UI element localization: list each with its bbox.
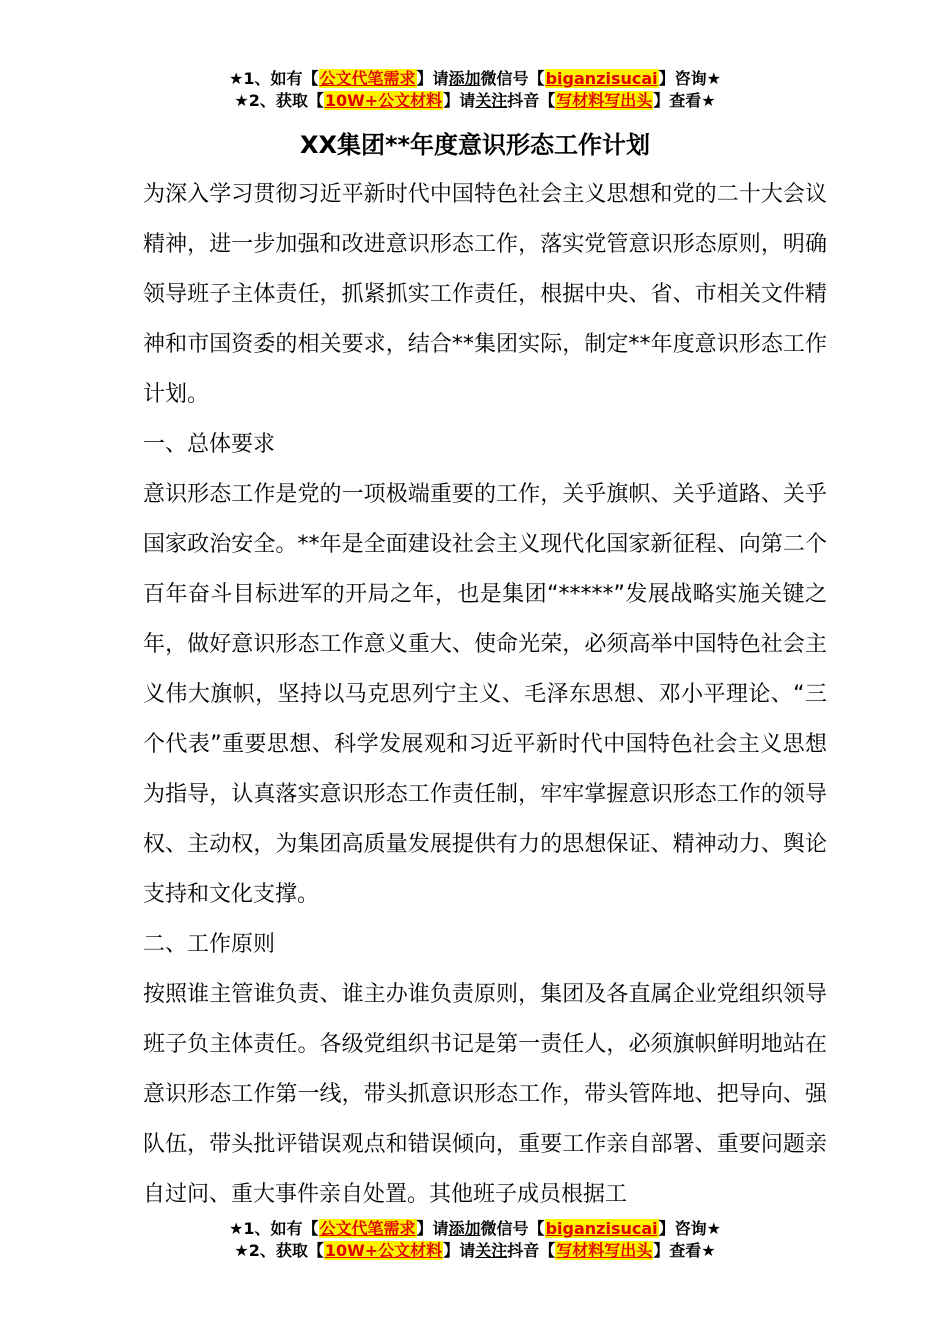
promo-text: 】查看★: [653, 91, 716, 110]
promo-text: ★1、如有【: [229, 69, 319, 88]
promo-text: ★2、获取【: [234, 1241, 324, 1260]
promo-text: 】请: [443, 91, 476, 110]
promo-line-1: [0, 1218, 950, 1240]
promo-text: ★1、如有【: [229, 1219, 319, 1238]
promo-text: 】咨询★: [658, 69, 721, 88]
promo-banner-bottom: [0, 1218, 950, 1262]
paragraph-work-principles: 按照谁主管谁负责、谁主办谁负责原则，集团及各直属企业党组织领导班子负主体责任。各级党组织书记是第一责任人，必须旗帜鲜明地站在意识形态工作第一线，带头抓意识形态工作，带头管阵地、把导向、强队伍，带头批评错误观点和错误倾向，重要工作亲自部署、重要问题亲自过问、重大事件亲自处置。其他班子成员根据工: [143, 982, 827, 1207]
document-body: [143, 170, 827, 1220]
promo-highlight: 10W+公文材料: [324, 91, 443, 110]
promo-highlight: 公文代笔需求: [319, 69, 416, 88]
promo-text: ★2、获取【: [234, 91, 324, 110]
promo-banner-top: [0, 68, 950, 112]
promo-text: 抖音【: [507, 91, 556, 110]
promo-highlight: 写材料写出头: [556, 91, 653, 110]
section-heading-2: 二、工作原则: [143, 932, 276, 957]
promo-highlight: 公文代笔需求: [319, 1219, 416, 1238]
promo-underline: 添加: [448, 1219, 481, 1238]
paragraph-intro: 为深入学习贯彻习近平新时代中国特色社会主义思想和党的二十大会议精神，进一步加强和改进意识形态工作，落实党管意识形态原则，明确领导班子主体责任，抓紧抓实工作责任，根据中央、省、市相关文件精神和市国资委的相关要求，结合**集团实际，制定**年度意识形态工作计划。: [143, 182, 827, 407]
promo-underline: 关注: [475, 1241, 508, 1260]
promo-line-1: [0, 68, 950, 90]
promo-line-2: [0, 90, 950, 112]
promo-text: 】咨询★: [658, 1219, 721, 1238]
promo-text: 】请: [416, 1219, 449, 1238]
promo-highlight: 写材料写出头: [556, 1241, 653, 1260]
promo-text: 抖音【: [507, 1241, 556, 1260]
promo-text: 】请: [443, 1241, 476, 1260]
paragraph-overall-requirements: 意识形态工作是党的一项极端重要的工作，关乎旗帜、关乎道路、关乎国家政治安全。**年是全面建设社会主义现代化国家新征程、向第二个百年奋斗目标进军的开局之年，也是集团“*****”发展战略实施关键之年，做好意识形态工作意义重大、使命光荣，必须高举中国特色社会主义伟大旗帜，坚持以马克思列宁主义、毛泽东思想、邓小平理论、“三个代表”重要思想、科学发展观和习近平新时代中国特色社会主义思想为指导，认真落实意识形态工作责任制，牢牢掌握意识形态工作的领导权、主动权，为集团高质量发展提供有力的思想保证、精神动力、舆论支持和文化支撑。: [143, 482, 827, 907]
promo-underline: 添加: [448, 69, 481, 88]
promo-highlight: 10W+公文材料: [324, 1241, 443, 1260]
promo-text: 】请: [416, 69, 449, 88]
promo-highlight: biganzisucai: [545, 1219, 658, 1238]
promo-text: 微信号【: [480, 69, 545, 88]
document-title: XX集团**年度意识形态工作计划: [299, 131, 651, 159]
section-heading-1: 一、总体要求: [143, 432, 276, 457]
promo-text: 】查看★: [653, 1241, 716, 1260]
promo-line-2: [0, 1240, 950, 1262]
promo-text: 微信号【: [480, 1219, 545, 1238]
promo-underline: 关注: [475, 91, 508, 110]
promo-highlight: biganzisucai: [545, 69, 658, 88]
